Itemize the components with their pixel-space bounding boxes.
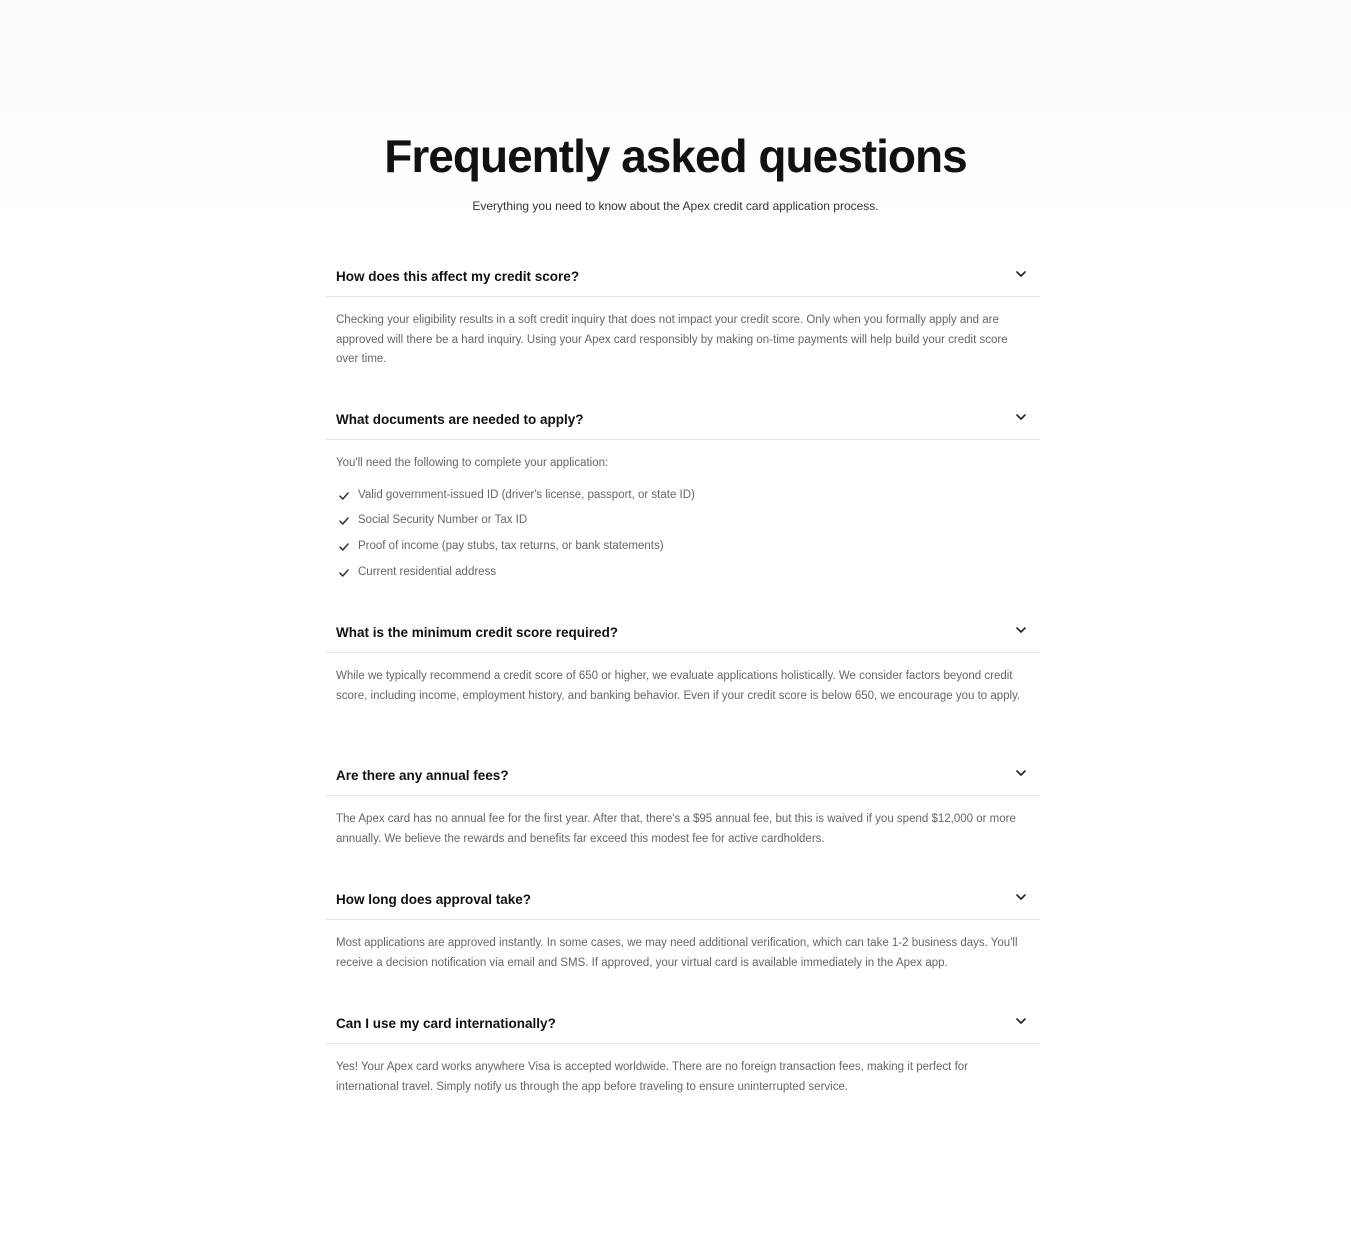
faq-question-toggle[interactable] [326, 1002, 1040, 1044]
required-documents-list [336, 486, 1030, 589]
list-item [336, 563, 1030, 589]
faq-question-toggle[interactable] [326, 611, 1040, 653]
faq-answer-text: The Apex card has no annual fee for the first year. After that, there's a $95 annual fee, but this is waived if you spend $12,000 or more annually. We believe the rewards and benefits far exceed this modest fee for active cardholders. [336, 813, 1016, 845]
check-icon [338, 567, 350, 579]
faq-question-toggle[interactable] [326, 754, 1040, 796]
faq-answer-text: Yes! Your Apex card works anywhere Visa is accepted worldwide. There are no foreign transaction fees, making it perfect for international travel. Simply notify us through the app before traveling to ensure uninterrupted service. [336, 1061, 968, 1093]
check-icon [338, 541, 350, 553]
faq-question-text: Are there any annual fees? [336, 768, 509, 783]
faq-answer-text: You'll need the following to complete your application: [336, 457, 609, 469]
faq-item [326, 1002, 1040, 1126]
chevron-down-icon [1014, 890, 1028, 904]
faq-question-toggle[interactable] [326, 878, 1040, 920]
faq-answer-text: Checking your eligibility results in a soft credit inquiry that does not impact your credit score. Only when you formally apply and are approved will there be a hard inquiry. Using your Apex card responsibly by making on-time payments will help build your credit score over time. [336, 314, 1008, 365]
faq-answer [326, 653, 1040, 706]
faq-item [326, 878, 1040, 1002]
list-item [336, 537, 1030, 563]
faq-question-text: What documents are needed to apply? [336, 412, 584, 427]
faq-question-text: How long does approval take? [336, 892, 532, 907]
chevron-down-icon [1014, 1014, 1028, 1028]
faq-answer [326, 920, 1040, 973]
faq-question-text: Can I use my card internationally? [336, 1016, 556, 1031]
faq-question-toggle[interactable] [326, 398, 1040, 440]
check-icon [338, 515, 350, 527]
faq-answer [326, 796, 1040, 849]
faq-answer [326, 440, 1040, 588]
faq-item [326, 611, 1040, 754]
faq-answer [326, 297, 1040, 370]
faq-answer [326, 1044, 1040, 1097]
list-item [336, 511, 1030, 537]
check-icon [338, 490, 350, 502]
list-item-text: Valid government-issued ID (driver's license, passport, or state ID) [358, 488, 695, 501]
list-item-text: Proof of income (pay stubs, tax returns, or bank statements) [358, 539, 664, 552]
chevron-down-icon [1014, 766, 1028, 780]
list-item-text: Current residential address [358, 565, 497, 578]
faq-answer-text: While we typically recommend a credit score of 650 or higher, we evaluate applications holistically. We consider factors beyond credit score, including income, employment history, and banking behavior. Even if your credit score is below 650, we encourage you to apply. [336, 670, 1021, 702]
chevron-down-icon [1014, 267, 1028, 281]
faq-answer-text: Most applications are approved instantly. In some cases, we may need additional verification, which can take 1-2 business days. You'll receive a decision notification via email and SMS. If approved, your virtual card is available immediately in the Apex app. [336, 937, 1018, 969]
faq-list [326, 255, 1040, 1126]
chevron-down-icon [1014, 410, 1028, 424]
faq-item [326, 398, 1040, 611]
faq-item [326, 754, 1040, 878]
page-subtitle: Everything you need to know about the Apex credit card application process. [472, 199, 879, 213]
page-title: Frequently asked questions [384, 130, 967, 182]
chevron-down-icon [1014, 623, 1028, 637]
faq-item [326, 255, 1040, 398]
list-item [336, 486, 1030, 512]
faq-question-text: How does this affect my credit score? [336, 269, 580, 284]
faq-question-text: What is the minimum credit score required? [336, 625, 619, 640]
list-item-text: Social Security Number or Tax ID [358, 514, 528, 527]
faq-question-toggle[interactable] [326, 255, 1040, 297]
